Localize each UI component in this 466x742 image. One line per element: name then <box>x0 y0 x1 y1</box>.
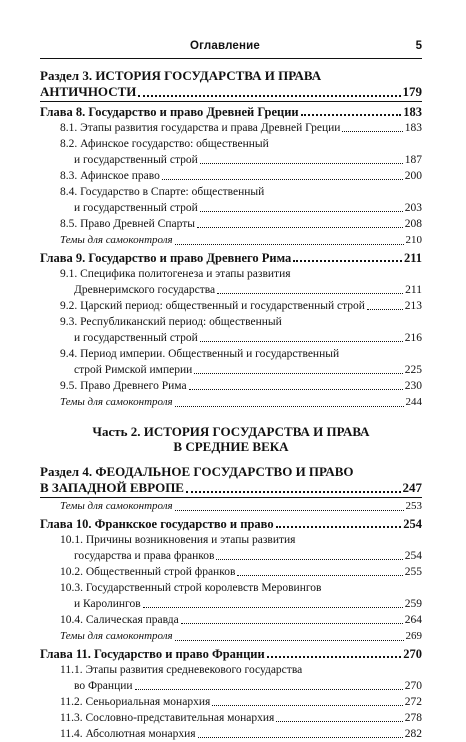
toc-self-check <box>40 498 422 514</box>
toc-line <box>60 596 422 612</box>
toc-subsection <box>40 612 422 628</box>
toc-page-number: 259 <box>404 598 422 610</box>
toc-self-check-title: Темы для самоконтроля <box>60 396 173 408</box>
toc-line <box>60 394 422 410</box>
toc-section <box>40 68 422 100</box>
toc-line <box>60 232 422 248</box>
toc-section-title: Раздел 3. ИСТОРИЯ ГОСУДАРСТВА И ПРАВА <box>40 68 322 83</box>
dot-leader <box>175 244 404 245</box>
toc-line <box>60 532 422 548</box>
dot-leader <box>200 211 403 212</box>
toc-self-check <box>40 232 422 248</box>
toc-page-number: 270 <box>403 647 422 661</box>
toc-page-number: 247 <box>402 480 422 495</box>
toc-chapter <box>40 250 422 266</box>
toc-subsection-title: 10.3. Государственный строй королевств Меровингов <box>60 582 322 594</box>
dot-leader <box>212 705 402 706</box>
toc-subsection <box>40 120 422 136</box>
dot-leader <box>367 309 403 310</box>
toc-page-number: 211 <box>405 284 422 296</box>
toc-subsection-title: 10.2. Общественный строй франков <box>60 566 236 578</box>
toc-line <box>40 480 422 496</box>
toc-line <box>40 464 422 480</box>
toc-subsection-title: 11.3. Сословно-представительная монархия <box>60 712 275 724</box>
toc-subsection-title: 9.4. Период империи. Общественный и государственный <box>60 348 340 360</box>
running-head-title: Оглавление <box>190 40 261 52</box>
toc-line <box>40 84 422 100</box>
toc-subsection <box>40 136 422 168</box>
running-head-page-number: 5 <box>415 40 422 52</box>
dot-leader <box>175 510 404 511</box>
toc-page-number: 216 <box>404 332 422 344</box>
toc-line <box>60 694 422 710</box>
toc-subsection-title: 10.1. Причины возникновения и этапы развития <box>60 534 296 546</box>
part-heading-line: Часть 2. ИСТОРИЯ ГОСУДАРСТВА И ПРАВА <box>92 424 370 439</box>
toc-line <box>60 612 422 628</box>
running-head <box>40 38 422 59</box>
toc-line <box>60 200 422 216</box>
toc-chapter <box>40 646 422 662</box>
toc-line <box>60 168 422 184</box>
toc-line <box>60 120 422 136</box>
dot-leader <box>138 95 400 97</box>
dot-leader <box>276 721 402 722</box>
toc-self-check <box>40 628 422 644</box>
toc-subsection-title: строй Римской империи <box>74 364 193 376</box>
toc-subsection-title: и государственный строй <box>74 332 198 344</box>
toc-subsection-title: и государственный строй <box>74 154 198 166</box>
toc-line <box>60 662 422 678</box>
toc-subsection-title: 9.3. Республиканский период: общественный <box>60 316 282 328</box>
toc-page-number: 213 <box>404 300 422 312</box>
table-of-contents <box>40 68 422 742</box>
toc-subsection-title: Древнеримского государства <box>74 284 216 296</box>
toc-page-number: 187 <box>404 154 422 166</box>
dot-leader <box>293 260 402 262</box>
toc-page-number: 282 <box>404 728 422 740</box>
toc-subsection-title: 10.4. Салическая правда <box>60 614 179 626</box>
dot-leader <box>200 163 403 164</box>
toc-line <box>60 152 422 168</box>
toc-self-check-title: Темы для самоконтроля <box>60 630 173 642</box>
toc-subsection <box>40 580 422 612</box>
toc-line <box>40 250 422 266</box>
toc-line <box>60 580 422 596</box>
toc-line <box>60 362 422 378</box>
toc-line <box>40 646 422 662</box>
dot-leader <box>342 131 402 132</box>
toc-section-title: В ЗАПАДНОЙ ЕВРОПЕ <box>40 480 184 495</box>
toc-page-number: 208 <box>404 218 422 230</box>
toc-subsection <box>40 346 422 378</box>
toc-line <box>60 710 422 726</box>
toc-line <box>60 628 422 644</box>
toc-page-number: 244 <box>405 396 422 408</box>
toc-line <box>60 378 422 394</box>
toc-line <box>60 314 422 330</box>
toc-subsection <box>40 726 422 742</box>
toc-page-number: 254 <box>404 550 422 562</box>
toc-line <box>60 266 422 282</box>
toc-page-number: 272 <box>404 696 422 708</box>
toc-subsection <box>40 298 422 314</box>
toc-subsection <box>40 266 422 298</box>
toc-subsection <box>40 378 422 394</box>
toc-chapter <box>40 516 422 532</box>
toc-line <box>40 516 422 532</box>
toc-line <box>60 298 422 314</box>
dot-leader <box>276 526 402 528</box>
toc-line <box>60 216 422 232</box>
toc-page-number: 179 <box>402 84 422 99</box>
toc-subsection-title: 11.2. Сеньориальная монархия <box>60 696 211 708</box>
dot-leader <box>198 737 403 738</box>
toc-subsection-title: и Каролингов <box>74 598 141 610</box>
toc-subsection-title: и государственный строй <box>74 202 198 214</box>
toc-page-number: 230 <box>404 380 422 392</box>
toc-subsection <box>40 710 422 726</box>
toc-section <box>40 464 422 496</box>
toc-page-number: 210 <box>405 234 422 246</box>
toc-page-number: 253 <box>405 500 422 512</box>
toc-page-number: 278 <box>404 712 422 724</box>
toc-subsection <box>40 532 422 564</box>
toc-page-number: 183 <box>403 105 422 119</box>
dot-leader <box>143 607 403 608</box>
dot-leader <box>181 623 403 624</box>
toc-page-number: 270 <box>404 680 422 692</box>
toc-page-number: 211 <box>403 251 422 265</box>
toc-subsection-title: 8.4. Государство в Спарте: общественный <box>60 186 265 198</box>
toc-subsection <box>40 662 422 694</box>
toc-line <box>60 498 422 514</box>
toc-subsection-title: 9.2. Царский период: общественный и государственный строй <box>60 300 365 312</box>
dot-leader <box>217 293 403 294</box>
toc-subsection-title: 11.4. Абсолютная монархия <box>60 728 196 740</box>
toc-subsection <box>40 564 422 580</box>
toc-line <box>60 184 422 200</box>
toc-page-number: 264 <box>404 614 422 626</box>
dot-leader <box>175 640 404 641</box>
toc-line <box>60 282 422 298</box>
section-rule <box>40 101 422 102</box>
dot-leader <box>194 373 402 374</box>
toc-section-title: АНТИЧНОСТИ <box>40 84 137 99</box>
dot-leader <box>162 179 403 180</box>
toc-line <box>40 68 422 84</box>
toc-line <box>60 330 422 346</box>
toc-page-number: 200 <box>404 170 422 182</box>
toc-line <box>40 104 422 120</box>
dot-leader <box>175 406 404 407</box>
toc-subsection <box>40 314 422 346</box>
dot-leader <box>189 389 403 390</box>
toc-subsection <box>40 694 422 710</box>
toc-page-number: 203 <box>404 202 422 214</box>
dot-leader <box>267 656 402 658</box>
dot-leader <box>216 559 402 560</box>
toc-subsection-title: во Франции <box>74 680 133 692</box>
toc-subsection-title: 11.1. Этапы развития средневекового государства <box>60 664 303 676</box>
toc-page-number: 225 <box>404 364 422 376</box>
toc-page-number: 254 <box>403 517 422 531</box>
toc-page-number: 183 <box>404 122 422 134</box>
dot-leader <box>186 491 401 493</box>
part-heading <box>40 424 422 454</box>
toc-subsection-title: 8.5. Право Древней Спарты <box>60 218 195 230</box>
toc-subsection-title: 8.2. Афинское государство: общественный <box>60 138 269 150</box>
toc-subsection <box>40 184 422 216</box>
toc-chapter-title: Глава 8. Государство и право Древней Греции <box>40 105 299 119</box>
dot-leader <box>135 689 403 690</box>
dot-leader <box>200 341 403 342</box>
toc-line <box>60 726 422 742</box>
toc-page-number: 269 <box>405 630 422 642</box>
toc-chapter <box>40 104 422 120</box>
part-heading-line: В СРЕДНИЕ ВЕКА <box>173 439 289 454</box>
toc-page-number: 255 <box>404 566 422 578</box>
toc-chapter-title: Глава 11. Государство и право Франции <box>40 647 265 661</box>
toc-line <box>60 564 422 580</box>
toc-subsection <box>40 216 422 232</box>
toc-self-check-title: Темы для самоконтроля <box>60 234 173 246</box>
dot-leader <box>301 114 402 116</box>
toc-subsection <box>40 168 422 184</box>
toc-line <box>60 136 422 152</box>
toc-self-check-title: Темы для самоконтроля <box>60 500 173 512</box>
dot-leader <box>237 575 402 576</box>
toc-chapter-title: Глава 10. Франкское государство и право <box>40 517 274 531</box>
toc-chapter-title: Глава 9. Государство и право Древнего Рима <box>40 251 292 265</box>
toc-subsection-title: государства и права франков <box>74 550 215 562</box>
toc-line <box>60 678 422 694</box>
dot-leader <box>197 227 403 228</box>
toc-line <box>60 346 422 362</box>
toc-section-title: Раздел 4. ФЕОДАЛЬНОЕ ГОСУДАРСТВО И ПРАВО <box>40 464 354 479</box>
toc-line <box>60 548 422 564</box>
toc-subsection-title: 8.3. Афинское право <box>60 170 160 182</box>
toc-subsection-title: 9.1. Специфика политогенеза и этапы развития <box>60 268 291 280</box>
toc-subsection-title: 9.5. Право Древнего Рима <box>60 380 187 392</box>
toc-self-check <box>40 394 422 410</box>
toc-subsection-title: 8.1. Этапы развития государства и права Древней Греции <box>60 122 341 134</box>
